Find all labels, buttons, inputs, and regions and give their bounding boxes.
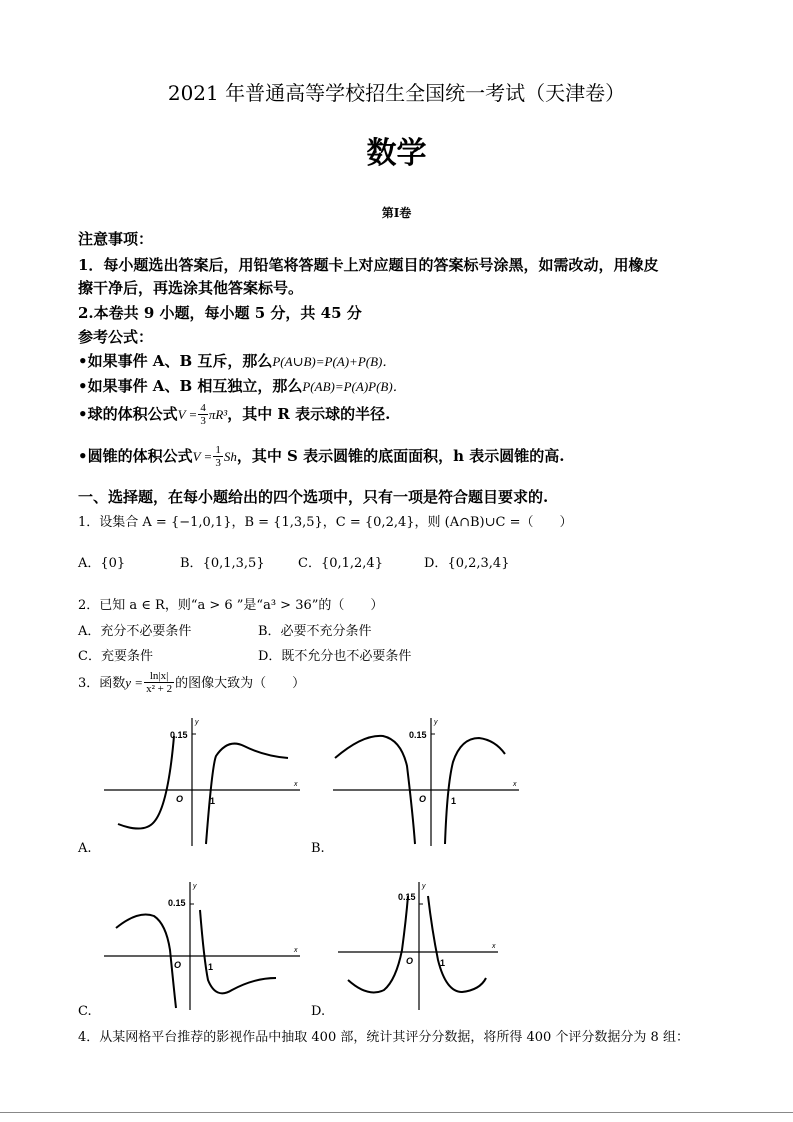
formula-4-fraction bbox=[213, 444, 223, 469]
graph-c-curve-left bbox=[116, 915, 176, 1009]
graph-b-tick-label: 0.15 bbox=[409, 730, 427, 740]
q3-stem-num: ln|x| bbox=[144, 670, 174, 683]
q3-stem-lhs: y = bbox=[125, 675, 144, 690]
graph-c bbox=[104, 880, 304, 1010]
q1-option-d-value: {0,2,3,4} bbox=[447, 556, 510, 571]
question-2-stem: 2．已知 a ∈ R，则“a > 6 ”是“a³ > 36”的（ ） bbox=[78, 598, 384, 613]
graph-d-y-label: y bbox=[422, 883, 426, 890]
formula-mutually-exclusive bbox=[78, 350, 395, 371]
q2-option-c: C．充要条件 bbox=[78, 649, 153, 664]
formula-3-rhs: πR³ bbox=[208, 407, 228, 422]
formula-sphere-volume bbox=[78, 402, 390, 427]
graph-b-curve-right bbox=[445, 738, 505, 844]
q1-option-d-label: D． bbox=[424, 556, 448, 571]
formula-1-text: •如果事件 A、B 互斥，那么 bbox=[78, 352, 273, 370]
graph-b-y-label: y bbox=[434, 719, 438, 726]
note-item-2: 2.本卷共 9 小题，每小题 5 分，共 45 分 bbox=[78, 304, 362, 322]
graph-a-x-label: x bbox=[294, 781, 298, 788]
formula-4-text: •圆锥的体积公式 bbox=[78, 447, 193, 465]
graph-b-label: B. bbox=[311, 841, 325, 856]
formula-3-num: 4 bbox=[200, 402, 206, 414]
q1-option-a-value: {0} bbox=[100, 556, 126, 571]
q3-stem-post: 的图像大致为（ ） bbox=[175, 676, 306, 691]
graph-b-origin: O bbox=[419, 794, 427, 804]
graph-a-label: A. bbox=[78, 841, 92, 856]
graph-c-tick-label: 0.15 bbox=[168, 898, 186, 908]
formula-2-text: •如果事件 A、B 相互独立，那么 bbox=[78, 377, 303, 395]
graph-a-curve-right bbox=[206, 744, 288, 844]
q1-option-d bbox=[424, 552, 509, 571]
q3-stem-fraction bbox=[144, 670, 174, 695]
q1-option-b-value: {0,1,3,5} bbox=[202, 556, 265, 571]
subject-title: 数学 bbox=[366, 136, 427, 171]
q2-option-b: B．必要不充分条件 bbox=[258, 624, 372, 639]
q1-option-b-label: B． bbox=[180, 556, 203, 571]
graph-c-origin: O bbox=[174, 960, 182, 970]
q1-option-c-value: {0,1,2,4} bbox=[320, 556, 383, 571]
graph-a-origin: O bbox=[176, 794, 184, 804]
graph-d-origin: O bbox=[406, 956, 414, 966]
graph-c-curve-right bbox=[200, 910, 276, 993]
formula-4-den: 3 bbox=[215, 457, 221, 469]
q1-option-c bbox=[298, 552, 383, 571]
graph-d-tick-label: 0.15 bbox=[398, 892, 416, 902]
notes-heading: 注意事项： bbox=[78, 230, 154, 248]
graph-c-y-label: y bbox=[193, 883, 197, 890]
graph-d-x-label: x bbox=[492, 943, 496, 950]
formula-heading: 参考公式： bbox=[78, 328, 154, 346]
q2-option-a: A．充分不必要条件 bbox=[78, 624, 192, 639]
formula-4-tail: ，其中 S 表示圆锥的底面面积，h 表示圆锥的高. bbox=[236, 447, 565, 465]
q1-option-a bbox=[78, 552, 125, 571]
question-4-stem: 4．从某网格平台推荐的影视作品中抽取 400 部，统计其评分分数据，将所得 400 个评分数据分为 8 组： bbox=[78, 1030, 689, 1045]
formula-3-fraction bbox=[198, 402, 208, 427]
formula-4-lhs: V = bbox=[192, 449, 213, 464]
graph-c-label: C. bbox=[78, 1004, 92, 1019]
graph-d bbox=[338, 880, 538, 1010]
graph-d-curve-left bbox=[348, 896, 408, 992]
formula-cone-volume bbox=[78, 444, 564, 469]
note-item-1-line-1: 1．每小题选出答案后，用铅笔将答题卡上对应题目的答案标号涂黑，如需改动，用橡皮 bbox=[78, 256, 659, 274]
graph-b-x-label: x bbox=[513, 781, 517, 788]
question-3-stem bbox=[78, 670, 305, 695]
question-1-stem: 1．设集合 A = {−1,0,1}，B = {1,3,5}，C = {0,2,4}，则 (A∩B)∪C =（ ） bbox=[78, 515, 573, 530]
formula-independent bbox=[78, 375, 406, 396]
q1-option-a-label: A． bbox=[78, 556, 101, 571]
formula-3-tail: ，其中 R 表示球的半径. bbox=[227, 405, 391, 423]
q1-option-c-label: C． bbox=[298, 556, 321, 571]
volume-label: 第Ⅰ卷 bbox=[381, 206, 412, 220]
formula-4-num: 1 bbox=[215, 444, 221, 456]
graph-c-one: 1 bbox=[208, 962, 214, 972]
graph-d-curve-right bbox=[428, 896, 486, 992]
section-1-heading: 一、选择题，在每小题给出的四个选项中，只有一项是符合题目要求的. bbox=[78, 488, 549, 506]
graph-a-y-label: y bbox=[195, 719, 199, 726]
graph-d-label: D. bbox=[311, 1004, 326, 1019]
formula-3-text: •球的体积公式 bbox=[78, 405, 178, 423]
graph-c-x-label: x bbox=[294, 947, 298, 954]
page-bottom-rule bbox=[0, 1112, 793, 1113]
q3-stem-pre: 3．函数 bbox=[78, 676, 126, 691]
graph-d-one: 1 bbox=[440, 958, 446, 968]
graph-a-tick-label: 0.15 bbox=[170, 730, 188, 740]
formula-3-den: 3 bbox=[200, 415, 206, 427]
graph-a-one: 1 bbox=[210, 796, 216, 806]
formula-1-math: P(A∪B)=P(A)+P(B)． bbox=[272, 354, 396, 369]
formula-4-rhs: Sh bbox=[223, 449, 237, 464]
graph-a-curve-left bbox=[118, 736, 174, 829]
q1-option-b bbox=[180, 552, 265, 571]
formula-3-lhs: V = bbox=[177, 407, 198, 422]
graph-b-one: 1 bbox=[451, 796, 457, 806]
graph-a bbox=[104, 716, 304, 846]
note-item-1-line-2: 擦干净后，再选涂其他答案标号。 bbox=[78, 279, 304, 297]
q2-option-d: D．既不允分也不必要条件 bbox=[258, 649, 412, 664]
q3-stem-den: x² + 2 bbox=[146, 683, 173, 695]
graph-b bbox=[333, 716, 533, 846]
formula-2-math: P(AB)=P(A)P(B)． bbox=[302, 379, 406, 394]
exam-title: 2021 年普通高等学校招生全国统一考试（天津卷） bbox=[167, 81, 626, 105]
